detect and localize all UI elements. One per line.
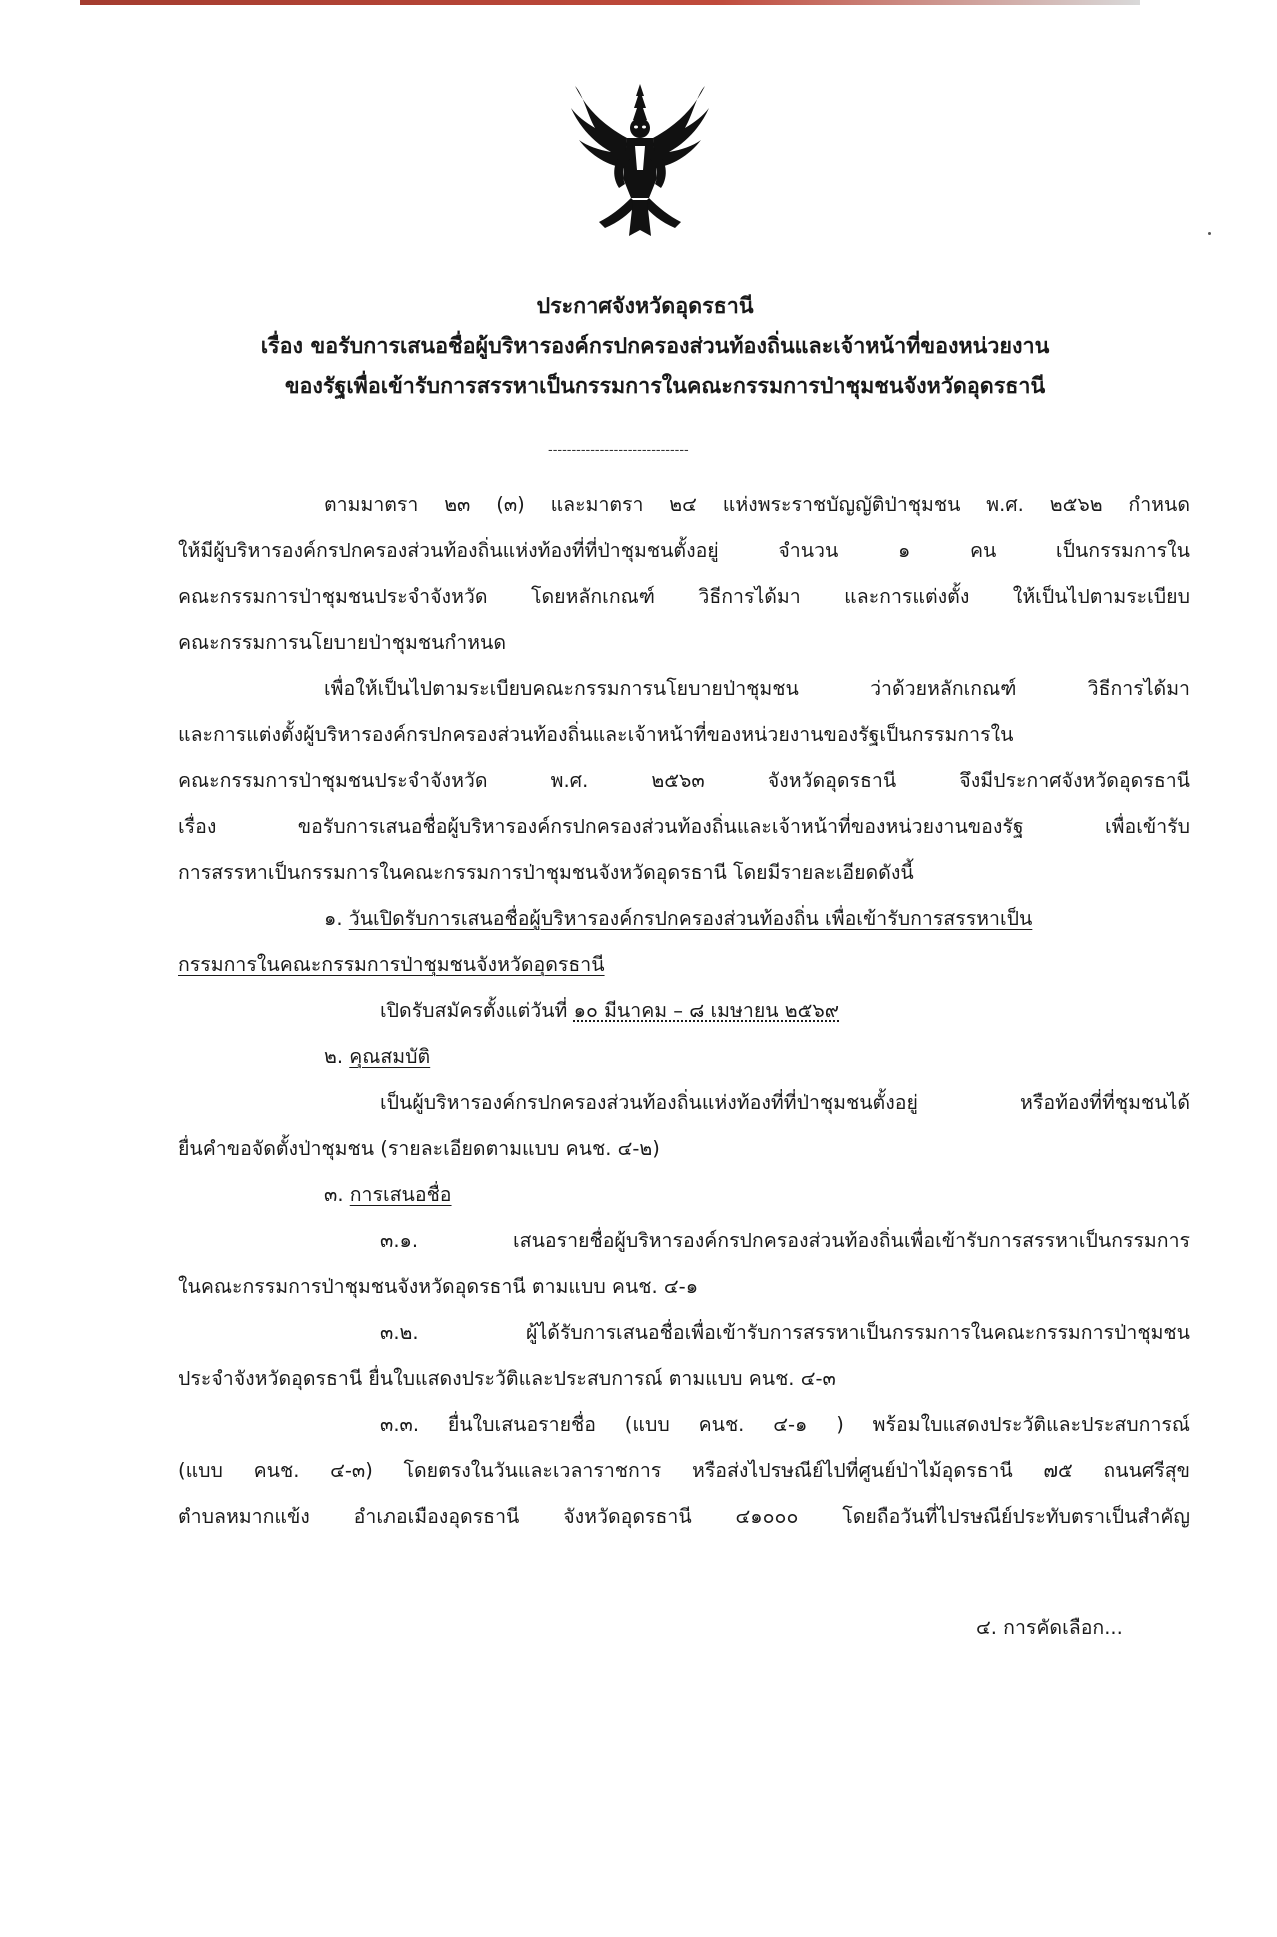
paragraph-1-line-3: คณะกรรมการป่าชุมชนประจำจังหวัด โดยหลักเกณฑ์ วิธีการได้มา และการแต่งตั้ง ให้เป็นไปตามระเบียบ [178,585,1190,608]
announcement-title: ประกาศจังหวัดอุดรธานี [536,294,754,319]
section-2-line-1: เป็นผู้บริหารองค์กรปกครองส่วนท้องถิ่นแห่งท้องที่ที่ป่าชุมชนตั้งอยู่ หรือท้องที่ที่ชุมชนได้ [380,1091,1190,1114]
subject-line-2: ของรัฐเพื่อเข้ารับการสรรหาเป็นกรรมการในคณะกรรมการป่าชุมชนจังหวัดอุดรธานี [284,374,1046,399]
section-3-1-line-1: ๓.๑. เสนอรายชื่อผู้บริหารองค์กรปกครองส่วนท้องถิ่นเพื่อเข้ารับการสรรหาเป็นกรรมการ [380,1229,1190,1252]
paragraph-2-line-2: และการแต่งตั้งผู้บริหารองค์กรปกครองส่วนท้องถิ่นและเจ้าหน้าที่ของหน่วยงานของรัฐเป็นกรรมการใน [178,723,1014,746]
section-1-heading-text-2: กรรมการในคณะกรรมการป่าชุมชนจังหวัดอุดรธานี [178,953,605,976]
section-2-line-2: ยื่นคำขอจัดตั้งป่าชุมชน (รายละเอียดตามแบบ คนช. ๔-๒) [178,1137,660,1160]
top-edge-strip [80,0,1140,5]
section-3-number: ๓. [324,1183,344,1206]
paragraph-2-line-4: เรื่อง ขอรับการเสนอชื่อผู้บริหารองค์กรปกครองส่วนท้องถิ่นและเจ้าหน้าที่ของหน่วยงานของรัฐ เพื่อเข้ารับ [178,815,1190,838]
paragraph-2-line-1: เพื่อให้เป็นไปตามระเบียบคณะกรรมการนโยบายป่าชุมชน ว่าด้วยหลักเกณฑ์ วิธีการได้มา [324,677,1190,700]
subject-line-1: เรื่อง ขอรับการเสนอชื่อผู้บริหารองค์กรปกครองส่วนท้องถิ่นและเจ้าหน้าที่ของหน่วยงาน [260,334,1050,359]
header-divider: ------------------------------ [548,443,689,458]
section-1-number: ๑. [324,907,343,930]
section-1-heading-line-2 [178,942,1190,988]
section-3-2-line-1: ๓.๒. ผู้ได้รับการเสนอชื่อเพื่อเข้ารับการสรรหาเป็นกรรมการในคณะกรรมการป่าชุมชน [380,1321,1190,1344]
paragraph-1-line-4: คณะกรรมการนโยบายป่าชุมชนกำหนด [178,631,507,654]
section-3-heading-text: การเสนอชื่อ [349,1183,452,1206]
section-2-heading-text: คุณสมบัติ [349,1045,431,1068]
section-1-detail-dates: ๑๐ มีนาคม – ๘ เมษายน ๒๕๖๙ [573,999,840,1022]
scan-speck [1208,232,1211,235]
section-1-detail [178,988,1190,1034]
garuda-emblem-icon [565,80,715,240]
section-3-3-line-2: (แบบ คนช. ๔-๓) โดยตรงในวันและเวลาราชการ หรือส่งไปรษณีย์ไปที่ศูนย์ป่าไม้อุดรธานี ๗๕ ถนนศรีสุข [178,1459,1190,1482]
paragraph-2-line-3: คณะกรรมการป่าชุมชนประจำจังหวัด พ.ศ. ๒๕๖๓ จังหวัดอุดรธานี จึงมีประกาศจังหวัดอุดรธานี [178,769,1190,792]
section-3-heading [178,1172,1190,1218]
section-1-heading-text: วันเปิดรับการเสนอชื่อผู้บริหารองค์กรปกครองส่วนท้องถิ่น เพื่อเข้ารับการสรรหาเป็น [348,907,1033,930]
section-1-detail-prefix: เปิดรับสมัครตั้งแต่วันที่ [380,999,574,1022]
page-continuation-note: ๔. การคัดเลือก... [976,1616,1123,1639]
section-3-1-line-2: ในคณะกรรมการป่าชุมชนจังหวัดอุดรธานี ตามแบบ คนช. ๔-๑ [178,1275,699,1298]
paragraph-1-line-1: ตามมาตรา ๒๓ (๓) และมาตรา ๒๔ แห่งพระราชบัญญัติป่าชุมชน พ.ศ. ๒๕๖๒ กำหนด [324,493,1190,516]
announcement-header [160,287,1120,407]
section-3-2-line-2: ประจำจังหวัดอุดรธานี ยื่นใบแสดงประวัติและประสบการณ์ ตามแบบ คนช. ๔-๓ [178,1367,836,1390]
paragraph-1-line-2: ให้มีผู้บริหารองค์กรปกครองส่วนท้องถิ่นแห่งท้องที่ที่ป่าชุมชนตั้งอยู่ จำนวน ๑ คน เป็นกรรมการใน [178,539,1190,562]
paragraph-2-line-5: การสรรหาเป็นกรรมการในคณะกรรมการป่าชุมชนจังหวัดอุดรธานี โดยมีรายละเอียดดังนี้ [178,861,914,884]
section-1-heading-line-1 [178,896,1190,942]
section-2-number: ๒. [324,1045,344,1068]
section-3-3-line-3: ตำบลหมากแข้ง อำเภอเมืองอุดรธานี จังหวัดอุดรธานี ๔๑๐๐๐ โดยถือวันที่ไปรษณีย์ประทับตราเป็นสำคัญ [178,1505,1190,1528]
section-2-heading [178,1034,1190,1080]
section-3-3-line-1: ๓.๓. ยื่นใบเสนอรายชื่อ (แบบ คนช. ๔-๑ ) พร้อมใบแสดงประวัติและประสบการณ์ [380,1413,1190,1436]
